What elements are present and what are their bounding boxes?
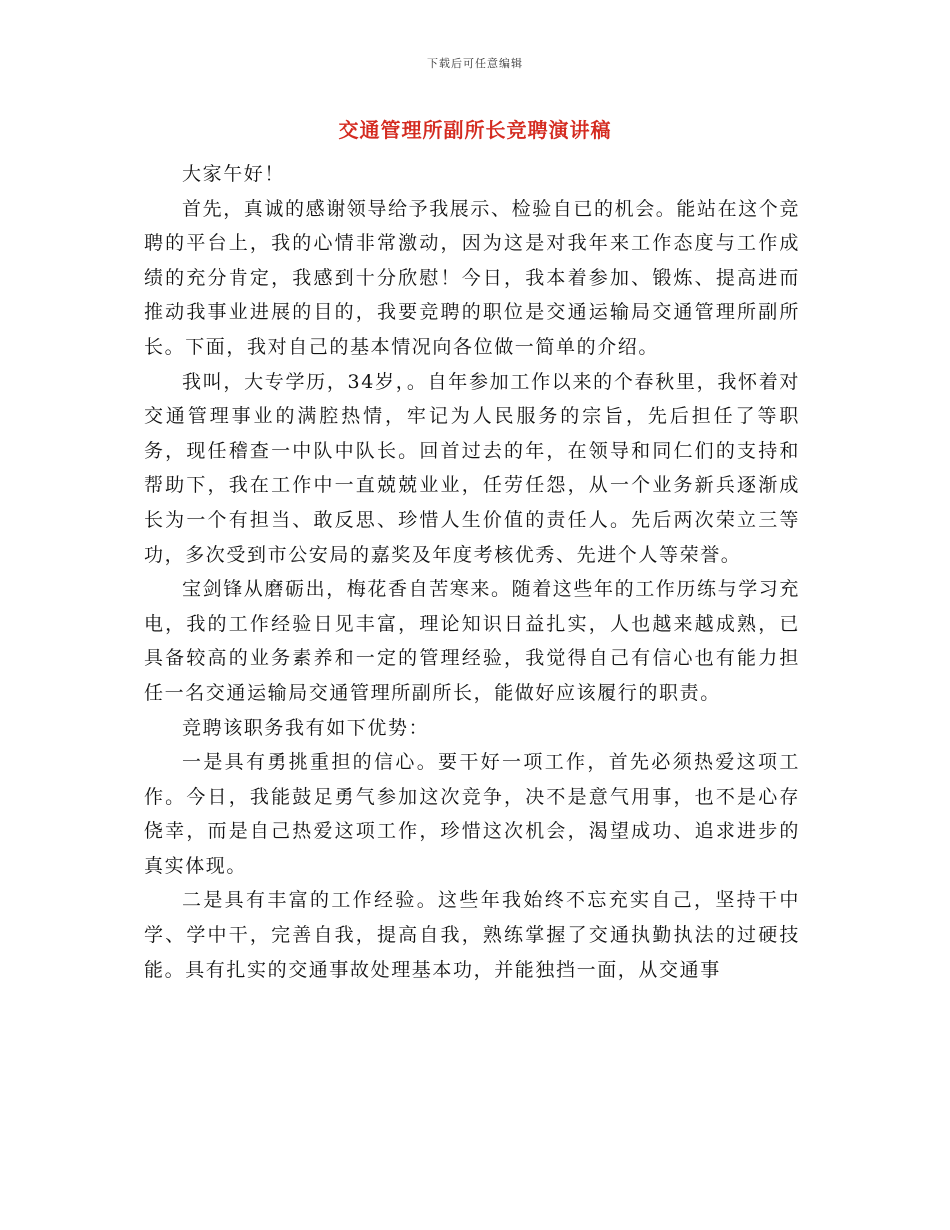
paragraph-opening: 首先，真诚的感谢领导给予我展示、检验自已的机会。能站在这个竞聘的平台上，我的心情非常激动，因为这是对我年来工作态度与工作成绩的充分肯定，我感到十分欣慰！今日，我本着参加、锻炼、提高进而推动我事业进展的目的，我要竞聘的职位是交通运输局交通管理所副所长。下面，我对自己的基本情况向各位做一简单的介绍。 <box>144 197 801 358</box>
paragraph-greeting: 大家午好！ <box>182 163 286 185</box>
paragraph-experience: 宝剑锋从磨砺出，梅花香自苦寒来。随着这些年的工作历练与学习充电，我的工作经验日见丰富，理论知识日益扎实，人也越来越成熟，已具备较高的业务素养和一定的管理经验，我觉得自己有信心也有能力担任一名交通运输局交通管理所副所长，能做好应该履行的职责。 <box>144 578 801 704</box>
document-title: 交通管理所副所长竞聘演讲稿 <box>338 118 612 142</box>
header-note: 下载后可任意编辑 <box>427 57 523 70</box>
paragraph-advantage-two: 二是具有丰富的工作经验。这些年我始终不忘充实自己，坚持干中学、学中干，完善自我，提高自我，熟练掌握了交通执勤执法的过硬技能。具有扎实的交通事故处理基本功，并能独挡一面，从交通事 <box>144 889 800 981</box>
paragraph-advantages-heading: 竞聘该职务我有如下优势： <box>182 716 430 739</box>
paragraph-introduction: 我叫，大专学历，34岁，。自年参加工作以来的个春秋里，我怀着对交通管理事业的满腔热情，牢记为人民服务的宗旨，先后担任了等职务，现任稽查一中队中队长。回首过去的年，在领导和同仁们的支持和帮助下，我在工作中一直兢兢业业，任劳任怨，从一个业务新兵逐渐成长为一个有担当、敢反思、珍惜人生价值的责任人。先后两次荣立三等功，多次受到市公安局的嘉奖及年度考核优秀、先进个人等荣誉。 <box>144 370 800 566</box>
document-body <box>144 157 800 987</box>
paragraph-advantage-one: 一是具有勇挑重担的信心。要干好一项工作，首先必须热爱这项工作。今日，我能鼓足勇气参加这次竞争，决不是意气用事，也不是心存侥幸，而是自己热爱这项工作，珍惜这次机会，渴望成功、追求进步的真实体现。 <box>144 751 800 877</box>
